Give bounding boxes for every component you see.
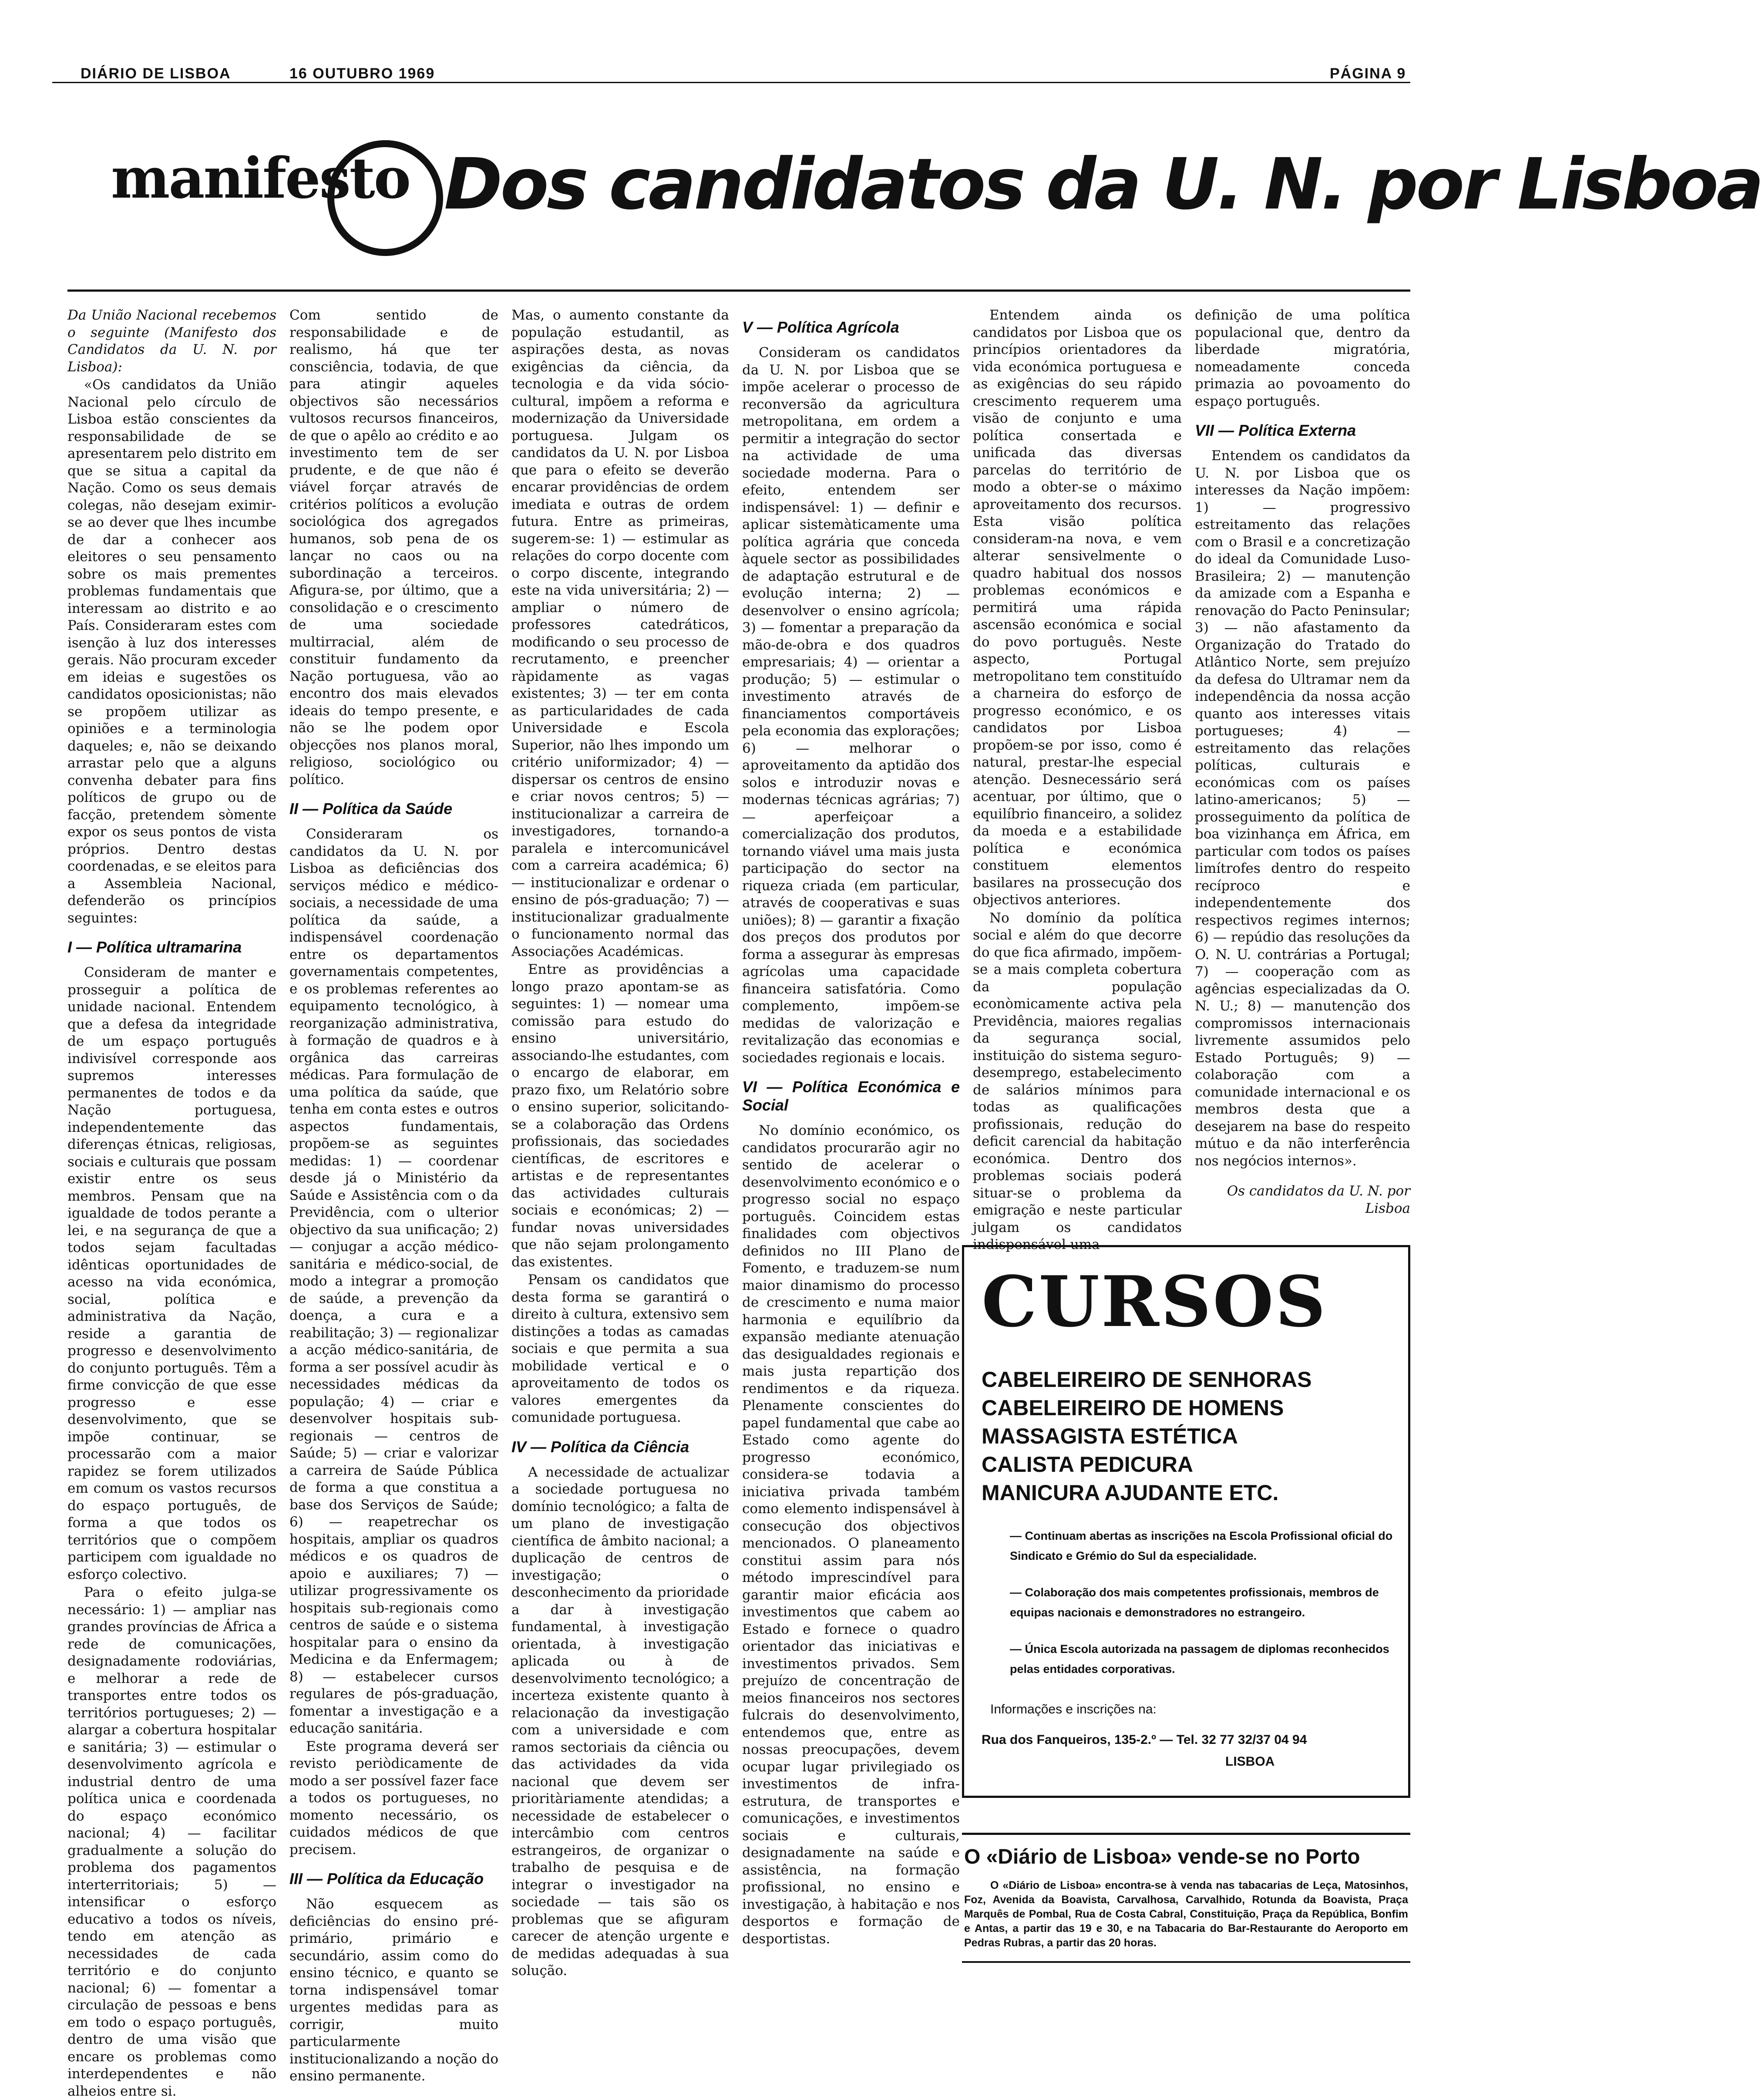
article-intro: Da União Nacional recebemos o seguinte (Manifesto dos Candidatos da U. N. por Lisboa): <box>67 307 276 375</box>
article-paragraph: «Os candidatos da União Nacional pelo círculo de Lisboa estão conscientes da responsabilidade de se apresentarem pelo distrito em que se situa a capital da Nação. Como os seus demais colegas, não desejam eximir-se ao dever que lhes incumbe de dar a conhecer aos eleitores o seu pensamento sobre os mais prementes problemas fundamentais que interessam ao distrito e ao País. Consideraram estes com isenção à luz dos interesses gerais. Não procuram exceder em ideias e sugestões os candidatos oposicionistas; não se propõem utilizar as opiniões e a terminologia daqueles; e, não se deixando arrastar pelo que a alguns convenha debater para fins políticos de grupo ou de facção, pretendem sòmente expor os seus pontos de vista próprios. Dentro destas coordenadas, e se eleitos para a Assembleia Nacional, defenderão os princípios seguintes: <box>67 377 276 926</box>
article-paragraph: Não esquecem as deficiências do ensino pré-primário, primário e secundário, assim como do ensino técnico, e quanto se torna indispensável tomar urgentes medidas para as corrigir, muito particularmente institucionalizando a noção do ensino permanente. <box>289 1896 498 2084</box>
article-paragraph: No domínio da política social e além do que decorre do que fica afirmado, impõem-se a mais completa cobertura da população econòmicamente activa pela Previdência, maiores regalias da segurança social, instituição do sistema seguro-desemprego, estabelecimento de salários mínimos para todas as qualificações profissionais, redução do deficit carencial da habitação económica. Dentro dos problemas sociais poderá situar-se o problema da emigração e neste particular julgam os candidatos indispensável uma <box>973 910 1182 1252</box>
section-heading: II — Política da Saúde <box>289 800 453 818</box>
article-column-1 <box>67 307 276 2099</box>
article-signature: Os candidatos da U. N. por Lisboa <box>1227 1183 1410 1216</box>
article-column-6 <box>1195 307 1410 1238</box>
article-paragraph: Para o efeito julga-se necessário: 1) — ampliar nas grandes províncias de África a rede de comunicações, designadamente rodoviárias, e melhorar a rede de transportes entre todos os territórios portugueses; 2) — alargar a cobertura hospitalar e sanitária; 3) — estimular o desenvolvimento agrícola e industrial dentro de uma política unica e coordenada do espaço económico nacional; 4) — facilitar gradualmente a solução do problema dos pagamentos interterritoriais; 5) — intensificar o esforço educativo a todos os níveis, tendo em atenção as necessidades de cada território e do conjunto nacional; 6) — fomentar a circulação de pessoas e bens em todo o espaço português, dentro de uma visão que encare os problemas como interdependentes e não alheios entre si. <box>67 1585 276 2099</box>
cursos-line-5: MANICURA AJUDANTE ETC. <box>982 1481 1279 1505</box>
section-heading: IV — Política da Ciência <box>511 1437 689 1456</box>
section-heading: V — Política Agrícola <box>742 318 899 336</box>
header-rule <box>52 82 1410 83</box>
section-heading: VI — Política Económica e Social <box>742 1078 960 1114</box>
cursos-bullet-3: — Única Escola autorizada na passagem de diplomas reconhecidos pelas entidades corporativas. <box>1010 1642 1389 1676</box>
title-rule <box>67 289 1410 292</box>
cursos-bullet-2: — Colaboração dos mais competentes profissionais, membros de equipas nacionais e demonstradores no estrangeiro. <box>1010 1586 1379 1619</box>
porto-text: O «Diário de Lisboa» encontra-se à venda nas tabacarias de Leça, Matosinhos, Foz, Avenida da Boavista, Carvalhosa, Carvalhido, Rotunda da Boavista, Praça Marquês de Pombal, Rua de Costa Cabral, Constituição, Praça da República, Bonfim e Antas, a partir das 19 e 30, e na Tabacaria do Bar-Restaurante do Aeroporto em Pedras Rubras, a partir das 20 horas. <box>964 1879 1408 1949</box>
article-column-3 <box>511 307 729 2005</box>
article-paragraph: definição de uma política populacional que, dentro da liberdade migratória, nomeadamente conceda primazia ao povoamento do espaço português. <box>1195 307 1410 409</box>
article-paragraph: Este programa deverá ser revisto periòdicamente de modo a ser possível fazer face a todos os portugueses, no momento necessário, os cuidados médicos de que precisem. <box>289 1738 498 1858</box>
cursos-bullet-1: — Continuam abertas as inscrições na Escola Profissional oficial do Sindicato e Grémio do Sul da especialidade. <box>1010 1529 1393 1562</box>
article-column-5 <box>973 307 1182 1252</box>
article-paragraph: Entre as providências a longo prazo apontam-se as seguintes: 1) — nomear uma comissão para estudo do ensino universitário, associando-lhe estudantes, com o encargo de elaborar, em prazo fixo, um Relatório sobre o ensino superior, solicitando-se a colaboração das Ordens profissionais, das sociedades científicas, de escritores e artistas e de representantes das actividades culturais sociais e económicas; 2) — fundar novas universidades que não sejam prolongamento das existentes. <box>511 962 729 1270</box>
article-paragraph: Consideraram os candidatos da U. N. por Lisboa as deficiências dos serviços médico e médico-sociais, a necessidade de uma política da saúde, a indispensável coordenação entre os departamentos governamentais competentes, e os problemas referentes ao equipamento tecnológico, à reorganização administrativa, à formação de quadros e à orgânica das carreiras médicas. Para formulação de uma política da saúde, que tenha em conta estes e outros aspectos fundamentais, propõem-se as seguintes medidas: 1) — coordenar desde já o Ministério da Saúde e Assistência com o da Previdência, com o ulterior objectivo da sua unificação; 2) — conjugar a acção médico-sanitária e médico-social, de modo a integrar a promoção de saúde, a prevenção da doença, a cura e a reabilitação; 3) — regionalizar a acção médico-sanitária, de forma a ser possível acudir às necessidades médicas da população; 4) — criar e desenvolver hospitais sub-regionais — centros de Saúde; 5) — criar e valorizar a carreira de Saúde Pública de forma a que constitua a base dos Serviços de Saúde; 6) — reapetrechar os hospitais, ampliar os quadros médicos e os quadros de apoio e auxiliares; 7) — utilizar progressivamente os hospitais sub-regionais como centros de saúde e o sistema hospitalar para o ensino da Medicina e da Enfermagem; 8) — estabelecer cursos regulares de pós-graduação, fomentar a investigação e a educação sanitária. <box>289 826 498 1736</box>
cursos-line-1: CABELEIREIRO DE SENHORAS <box>982 1367 1312 1392</box>
section-heading: VII — Política Externa <box>1195 421 1356 439</box>
article-paragraph: A necessidade de actualizar a sociedade portuguesa no domínio tecnológico; a falta de um plano de investigação científica de âmbito nacional; a duplicação de centros de investigação; o desconhecimento da prioridade a dar à investigação fundamental, à investigação orientada, à investigação aplicada ou à de desenvolvimento tecnológico; a incerteza existente quanto à relacionação da investigação com a universidade e com ramos sectoriais da ciência ou das actividades da vida nacional que devem ser prioritàriamente atendidas; a necessidade de estabelecer o intercâmbio com centros estrangeiros, de organizar o trabalho de pesquisa e de integrar o investigador na sociedade — tais são os problemas que se afiguram carecer de atenção urgente e de medidas adequadas à sua solução. <box>511 1464 729 1979</box>
porto-bottom-rule <box>962 1961 1410 1963</box>
article-column-2 <box>289 307 498 2084</box>
paper-name: DIÁRIO DE LISBOA <box>81 65 231 82</box>
article-paragraph: No domínio económico, os candidatos procurarão agir no sentido de acelerar o desenvolvimento económico e o progresso social no espaço português. Coincidem estas finalidades com objectivos definidos no III Plano de Fomento, e traduzem-se num maior dinamismo do processo de crescimento e numa maior harmonia e equilíbrio da expansão mediante atenuação das desigualdades regionais e mais justa repartição dos rendimentos e da riqueza. Plenamente conscientes do papel fundamental que cabe ao Estado como agente do progresso económico, considera-se todavia a iniciativa privada também como elemento indispensável à consecução dos objectivos mencionados. O planeamento constitui assim para nós método imprescindível para garantir maior eficácia aos investimentos que cabem ao Estado e fornece o quadro orientador das iniciativas e investimentos privados. Sem prejuízo de concentração de meios financeiros nos sectores fulcrais do desenvolvimento, entendemos que, entre as nossas preocupações, devem ocupar lugar privilegiado os investimentos de infra-estrutura, de transportes e comunicações, e investimentos sociais e culturais, designadamente na saúde e assistência, na formação profissional, no ensino e investigação, à habitação e nos desportos e formação de desportistas. <box>742 1123 960 1947</box>
article-paragraph: Entendem ainda os candidatos por Lisboa que os princípios orientadores da vida económica portuguesa e as exigências do seu rápido crescimento requerem uma visão de conjunto e uma política consertada e unificada das diversas parcelas do território de modo a obter-se o máximo aproveitamento dos recursos. Esta visão política consideram-na nova, e vem alterar sensivelmente o quadro habitual dos nossos problemas económicos e permitirá uma rápida ascensão económica e social do povo português. Neste aspecto, Portugal metropolitano tem constituído a charneira do esforço de progresso económico, e os candidatos por Lisboa propõem-se por isso, como é natural, prestar-lhe especial atenção. Desnecessário será acentuar, por último, que o equilíbrio financeiro, a solidez da moeda e a estabilidade política e económica constituem elementos basilares na prossecução dos objectivos anteriores. <box>973 307 1182 908</box>
headline: Dos candidatos da U. N. por Lisboa <box>444 144 1762 225</box>
article-paragraph: Com sentido de responsabilidade e de realismo, há que ter consciência, todavia, de que para atingir aqueles objectivos são necessários vultosos recursos financeiros, de que o apêlo ao crédito e ao investimento tem de ser prudente, e de que não é viável forçar através de critérios políticos a evolução sociológica dos agregados humanos, sob pena de os lançar no caos ou na subordinação a terceiros. Afigura-se, por último, que a consolidação e o crescimento de uma sociedade multirracial, além de constituir fundamento da Nação portuguesa, vão ao encontro dos mais elevados ideais do tempo presente, e não se lhe podem opor objecções nos planos moral, religioso, sociológico ou político. <box>289 307 498 788</box>
issue-date: 16 OUTUBRO 1969 <box>289 65 435 82</box>
article-paragraph: Consideram os candidatos da U. N. por Lisboa que se impõe acelerar o processo de reconversão da agricultura metropolitana, em ordem a permitir a integração do sector na actividade de uma sociedade moderna. Para o efeito, entendem ser indispensável: 1) — definir e aplicar sistemàticamente uma política agrária que conceda àquele sector as possibilidades de adaptação estrutural e de evolução interna; 2) — desenvolver o ensino agrícola; 3) — fomentar a preparação da mão-de-obra e dos quadros empresariais; 4) — orientar a produção; 5) — estimular o investimento através de financiamentos comportáveis pela economia das explorações; 6) — melhorar o aproveitamento da aptidão dos solos e introduzir novas e modernas técnicas agrárias; 7) — aperfeiçoar a comercialização dos produtos, tornando viável uma mais justa participação do sector na riqueza criada (em particular, através de cooperativas e suas uniões); 8) — garantir a fixação dos preços dos produtos por forma a assegurar às empresas agrícolas uma capacidade financeira satisfatória. Como complemento, impõem-se medidas de valorização e revitalização das economias e sociedades regionais e locais. <box>742 345 960 1066</box>
page-number: PÁGINA 9 <box>1330 65 1406 82</box>
article-column-4 <box>742 307 960 2005</box>
cursos-address: Rua dos Fanqueiros, 135-2.º — Tel. 32 77 32/37 04 94 <box>982 1733 1307 1747</box>
article-paragraph: Mas, o aumento constante da população estudantil, as aspirações desta, as novas exigências da ciência, da tecnologia e da vida sócio-cultural, impõem a reforma e modernização da Universidade portuguesa. Julgam os candidatos da U. N. por Lisboa que para o efeito se deverão encarar providências de ordem imediata e outras de ordem futura. Entre as primeiras, sugerem-se: 1) — estimular as relações do corpo docente com o corpo discente, integrando este na vida universitária; 2) — ampliar o número de professores catedráticos, modificando o seu processo de recrutamento, e preencher ràpidamente as vagas existentes; 3) — ter em conta as particularidades de cada Universidade e Escola Superior, não lhes impondo um critério uniformizador; 4) — dispersar os centros de ensino e criar novos centros; 5) — institucionalizar a carreira de investigadores, tornando-a paralela e intercomunicável com a carreira académica; 6) — institucionalizar e ordenar o ensino de pós-graduação; 7) — institucionalizar gradualmente o funcionamento normal das Associações Académicas. <box>511 307 729 959</box>
cursos-line-3: MASSAGISTA ESTÉTICA <box>982 1424 1238 1448</box>
article-paragraph: Entendem os candidatos da U. N. por Lisboa que os interesses da Nação impõem: 1) — progressivo estreitamento das relações com o Brasil e a concretização do ideal da Comunidade Luso-Brasileira; 2) — manutenção da amizade com a Espanha e renovação do Pacto Peninsular; 3) — não afastamento da Organização do Tratado do Atlântico Norte, sem prejuízo da defesa do Ultramar nem da independência da nossa acção quanto aos interesses vitais portugueses; 4) — estreitamento das relações políticas, culturais e económicas com os países latino-americanos; 5) — prosseguimento da política de boa vizinhança em África, em particular com todos os países limítrofes dentro do respeito recíproco e independentemente dos respectivos regimes internos; 6) — repúdio das resoluções da O. N. U. contrárias a Portugal; 7) — cooperação com as agências especializadas da O. N. U.; 8) — manutenção dos compromissos internacionais livremente assumidos pelo Estado Português; 9) — colaboração com a comunidade internacional e os membros desta que a desejarem na base do respeito mútuo e da não interferência nos negócios internos». <box>1195 448 1410 1169</box>
cursos-city: LISBOA <box>1225 1754 1275 1769</box>
logo-word: manifesto <box>111 146 410 211</box>
cursos-info: Informações e inscrições na: <box>990 1702 1157 1716</box>
porto-title: O «Diário de Lisboa» vende-se no Porto <box>964 1845 1360 1868</box>
cursos-line-4: CALISTA PEDICURA <box>982 1452 1194 1477</box>
porto-top-rule <box>962 1833 1410 1835</box>
article-paragraph: Consideram de manter e prosseguir a política de unidade nacional. Entendem que a defesa da integridade de um espaço português indivisível corresponde aos supremos interesses permanentes de todos e da Nação portuguesa, independentemente das diferenças étnicas, religiosas, sociais e culturais que possam existir entre os seus membros. Pensam que na igualdade de todos perante a lei, e na segurança de que a todos sejam facultadas idênticas oportunidades de acesso na vida económica, social, política e administrativa da Nação, reside a garantia de progresso e desenvolvimento do conjunto português. Têm a firme convicção de que esse progresso e esse desenvolvimento, que se impõe continuar, se processarão com a maior rapidez se forem utilizados em comum os vastos recursos do espaço português, de forma a que todos os territórios que o compõem participem com igualdade no esforço colectivo. <box>67 965 276 1582</box>
cursos-title: CURSOS <box>982 1261 1328 1343</box>
cursos-line-2: CABELEIREIRO DE HOMENS <box>982 1396 1284 1420</box>
article-paragraph: Pensam os candidatos que desta forma se garantirá o direito à cultura, extensivo sem distinções a todas as camadas sociais e que permita a sua mobilidade vertical e o aproveitamento de todos os valores emergentes da comunidade portuguesa. <box>511 1272 729 1425</box>
section-heading: I — Política ultramarina <box>67 938 242 956</box>
section-heading: III — Política da Educação <box>289 1870 484 1888</box>
cursos-ad <box>962 1245 1410 1798</box>
